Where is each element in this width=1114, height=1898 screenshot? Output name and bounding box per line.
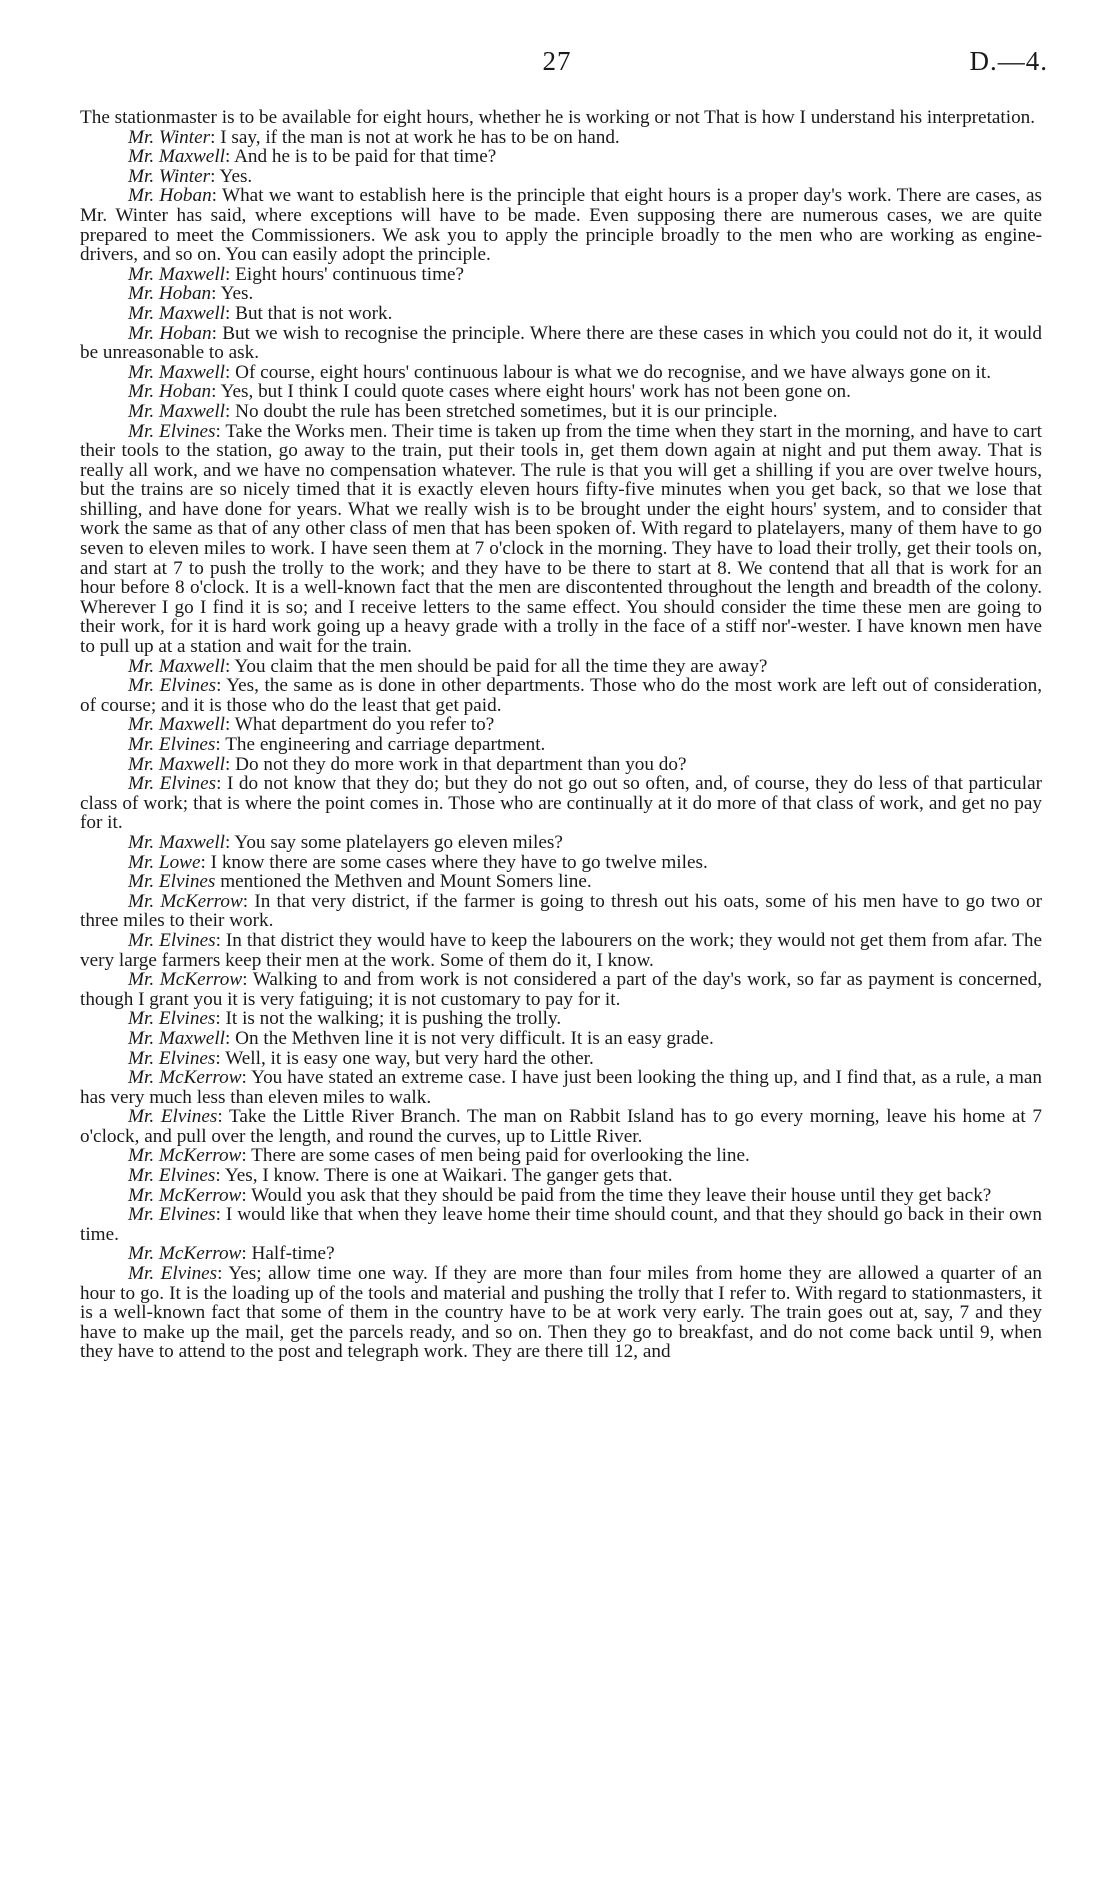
transcript-paragraph: Mr. Hoban: What we want to establish here is the principle that eight hours is a proper day's work. There are cases, as Mr. Winter has said, where exceptions will have to be made. Even supposing there are numerous cases, we are quite prepared to meet the Commissioners. We ask you to apply the principle broadly to the men who are working as engine-drivers, and so on. You can easily adopt the principle.: [80, 185, 1042, 266]
transcript-paragraph: Mr. Maxwell: And he is to be paid for that time?: [128, 146, 497, 168]
speaker-name: Mr. Elvines: [128, 675, 217, 697]
speech-text: I would like that when they leave home their time should count, and that they should go back in their own time.: [80, 1204, 1042, 1245]
speaker-name: Mr. Elvines: [128, 773, 217, 795]
speaker-name: Mr. Winter: [128, 126, 211, 148]
transcript-paragraph: Mr. Maxwell: Of course, eight hours' continuous labour is what we do recognise, and we have always gone on it.: [128, 361, 991, 383]
transcript-paragraph: [80, 872, 1042, 892]
speech-text: In that district they would have to keep the labourers on the work; they would not get them from afar. The very large farmers keep their men at the work. Some of them do it, I know.: [80, 929, 1042, 971]
transcript-paragraph: Mr. Maxwell: Do not they do more work in that department than you do?: [128, 753, 687, 775]
speech-text: But we wish to recognise the principle. Where there are these cases in which you could not do it, it would be unreasonable to ask.: [80, 322, 1042, 364]
speaker-name: Mr. Winter: [128, 165, 211, 187]
transcript-paragraph: Mr. Elvines: Take the Little River Branch. The man on Rabbit Island has to go every morning, leave his home at 7 o'clock, and pull over the length, and round the curves, up to Little River.: [80, 1106, 1042, 1147]
speaker-name: Mr. Maxwell: [128, 302, 225, 324]
transcript-paragraph: Mr. Lowe: I know there are some cases where they have to go twelve miles.: [128, 851, 708, 873]
transcript-paragraph: Mr. Maxwell: But that is not work.: [128, 302, 393, 324]
page-number: 27: [542, 46, 572, 76]
speech-text: You claim that the men should be paid for all the time they are away?: [234, 655, 768, 677]
transcript-paragraph: Mr. Hoban: Yes, but I think I could quote cases where eight hours' work has not been gone on.: [128, 381, 851, 403]
speech-text: Of course, eight hours' continuous labour is what we do recognise, and we have always gone on it.: [235, 361, 991, 383]
transcript-paragraph: Mr. Elvines: Take the Works men. Their time is taken up from the time when they start in the morning, and have to cart their tools to the station, go away to the train, put their tools in, get them down again at night and put them away. That is really all work, and we have no compensation whatever. The rule is that you will get a shilling if you are over twelve hours, but the trains are so nicely timed that it is exactly eleven hours fifty-five minutes when you get back, so that we lose that shilling, and have done for years. What we really wish is to be brought under the eight hours' system, and to consider that work the same as that of any other class of men that has been spoken of. With regard to platelayers, many of them have to go seven to eleven miles to work. I have seen them at 7 o'clock in the morning. They have to load their trolly, get their tools on, and start at 7 to push the trolly to the work; and they have to be there to start at 8. We contend that all that is work for an hour before 8 o'clock. It is a well-known fact that the men are discontented throughout the length and breadth of the colony. Wherever I go I find it is so; and I receive letters to the same effect. You should consider the time these men are going to their work, for it is hard work going up a heavy grade with a trolly in the face of a stiff nor'-wester. I have known men have to pull up at a station and wait for the train.: [80, 420, 1042, 658]
speech-text: You say some platelayers go eleven miles?: [234, 831, 563, 853]
speaker-name: Mr. Maxwell: [128, 655, 225, 677]
speaker-name: Mr. Hoban: [128, 185, 212, 207]
speaker-name: Mr. Elvines: [128, 1263, 218, 1285]
speaker-name: Mr. McKerrow: [128, 1184, 242, 1206]
speaker-name: Mr. Elvines: [128, 1204, 216, 1226]
transcript-paragraph: Mr. Maxwell: You say some platelayers go eleven miles?: [128, 831, 563, 853]
transcript-paragraph: Mr. Maxwell: No doubt the rule has been stretched sometimes, but it is our principle.: [128, 400, 778, 422]
transcript-paragraph: Mr. Winter: Yes.: [128, 165, 253, 187]
speaker-name: Mr. Elvines: [128, 420, 216, 442]
transcript-paragraph: Mr. Elvines: I would like that when they leave home their time should count, and that they should go back in their own time.: [80, 1204, 1042, 1245]
transcript-paragraph: Mr. Maxwell: On the Methven line it is not very difficult. It is an easy grade.: [128, 1027, 714, 1049]
speech-text: It is not the walking; it is pushing the trolly.: [225, 1008, 562, 1030]
speech-text: Walking to and from work is not considered a part of the day's work, so far as payment is concerned, though I grant you it is very fatiguing; it is not customary to pay for it.: [80, 969, 1042, 1010]
speaker-name: Mr. Maxwell: [128, 400, 225, 422]
transcript-paragraph: Mr. Elvines: Yes, I know. There is one at Waikari. The ganger gets that.: [128, 1165, 673, 1187]
transcript-paragraph: Mr. McKerrow: You have stated an extreme case. I have just been looking the thing up, and I find that, as a rule, a man has very much less than eleven miles to walk.: [80, 1067, 1043, 1108]
speaker-name: Mr. Elvines: [128, 1047, 216, 1069]
speaker-name: Mr. Maxwell: [128, 146, 225, 168]
speaker-name: Mr. McKerrow: [128, 1243, 242, 1265]
transcript-paragraph: Mr. Hoban: Yes.: [128, 283, 254, 305]
speech-text: Half-time?: [251, 1243, 335, 1265]
transcript-paragraph: [80, 108, 1042, 128]
speech-text: What we want to establish here is the principle that eight hours is a proper day's work. There are cases, as Mr. Winter has said, where exceptions will have to be made. Even supposing there are numerous cases, we are quite prepared to meet the Commissioners. We ask you to apply the principle broadly to the men who are working as engine-drivers, and so on. You can easily adopt the principle.: [80, 185, 1042, 266]
speaker-name: Mr. Lowe: [128, 851, 201, 873]
speech-text: Yes, the same as is done in other departments. Those who do the most work are left out of consideration, of course; and it is those who do the least that get paid.: [80, 675, 1042, 716]
speech-text: mentioned the Methven and Mount Somers line.: [220, 871, 592, 893]
speech-text: The engineering and carriage department.: [225, 734, 546, 755]
speaker-name: Mr. Maxwell: [128, 263, 225, 285]
speaker-name: Mr. Hoban: [128, 322, 212, 344]
speech-text: You have stated an extreme case. I have just been looking the thing up, and I find that, as a rule, a man has very much less than eleven miles to walk.: [80, 1067, 1043, 1108]
transcript-paragraph: Mr. McKerrow: In that very district, if the farmer is going to thresh out his oats, some of his men have to go two or three miles to their work.: [80, 890, 1043, 932]
speaker-name: Mr. Maxwell: [128, 361, 225, 383]
speaker-name: Mr. Elvines: [128, 929, 216, 951]
speech-text: And he is to be paid for that time?: [234, 146, 497, 168]
speaker-name: Mr. McKerrow: [128, 1145, 242, 1167]
transcript-paragraph: Mr. Elvines: Yes, the same as is done in other departments. Those who do the most work are left out of consideration, of course; and it is those who do the least that get paid.: [80, 675, 1042, 716]
speech-text: Do not they do more work in that department than you do?: [235, 753, 687, 775]
transcript-paragraph: Mr. Elvines: The engineering and carriage department.: [128, 734, 546, 755]
transcript-paragraph: Mr. McKerrow: There are some cases of men being paid for overlooking the line.: [128, 1145, 750, 1167]
speech-text: There are some cases of men being paid for overlooking the line.: [251, 1145, 750, 1167]
speech-text: No doubt the rule has been stretched sometimes, but it is our principle.: [235, 400, 778, 422]
transcript-paragraph: Mr. Elvines: In that district they would have to keep the labourers on the work; they would not get them from afar. The very large farmers keep their men at the work. Some of them do it, I know.: [80, 929, 1042, 971]
speaker-name: Mr. Elvines: [128, 871, 216, 893]
speech-text: In that very district, if the farmer is going to thresh out his oats, some of his men have to go two or three miles to their work.: [80, 890, 1043, 932]
speech-text: The stationmaster is to be available for eight hours, whether he is working or not That is how I understand his interpretation.: [80, 107, 1036, 128]
speaker-name: Mr. Elvines: [128, 1106, 218, 1128]
speaker-name: Mr. Hoban: [128, 381, 212, 403]
speaker-name: Mr. Elvines: [128, 1165, 216, 1187]
transcript-paragraph: Mr. Hoban: But we wish to recognise the principle. Where there are these cases in which you could not do it, it would be unreasonable to ask.: [80, 322, 1042, 364]
speech-text: But that is not work.: [235, 302, 393, 324]
speech-text: Would you ask that they should be paid from the time they leave their house until they get back?: [251, 1184, 992, 1206]
speech-text: Yes.: [220, 283, 254, 305]
speech-text: Take the Little River Branch. The man on Rabbit Island has to go every morning, leave his home at 7 o'clock, and pull over the length, and round the curves, up to Little River.: [80, 1106, 1042, 1147]
speaker-name: Mr. McKerrow: [128, 890, 243, 912]
speaker-name: Mr. McKerrow: [128, 1067, 242, 1089]
speech-text: I say, if the man is not at work he has to be on hand.: [220, 126, 620, 148]
transcript-paragraph: Mr. Elvines: It is not the walking; it is pushing the trolly.: [128, 1008, 562, 1030]
speech-text: On the Methven line it is not very difficult. It is an easy grade.: [235, 1027, 714, 1049]
speaker-name: Mr. Hoban: [128, 283, 212, 305]
speech-text: Well, it is easy one way, but very hard the other.: [225, 1047, 594, 1069]
speech-text: Yes, I know. There is one at Waikari. The ganger gets that.: [224, 1165, 673, 1187]
speech-text: Yes; allow time one way. If they are more than four miles from home they are allowed a quarter of an hour to go. It is the loading up of the tools and material and pushing the trolly that I refer to. With regard to stationmasters, it is a well-known fact that some of them in the country have to be at work very early. The train goes out at, say, 7 and they have to make up the mail, get the parcels ready, and so on. Then they go to breakfast, and do not come back until 9, when they have to attend to the post and telegraph work. They are there till 12, and: [80, 1263, 1042, 1363]
speaker-name: Mr. Elvines: [128, 1008, 216, 1030]
speaker-name: Mr. McKerrow: [128, 969, 243, 991]
speech-text: What department do you refer to?: [234, 714, 495, 736]
speech-text: Yes, but I think I could quote cases where eight hours' work has not been gone on.: [220, 381, 851, 403]
transcript-paragraph: Mr. Maxwell: You claim that the men should be paid for all the time they are away?: [128, 655, 768, 677]
speaker-name: Mr. Maxwell: [128, 714, 225, 736]
speech-text: Take the Works men. Their time is taken up from the time when they start in the morning, and have to cart their tools to the station, go away to the train, put their tools in, get them down again at night and put them away. That is really all work, and we have no compensation whatever. The rule is that you will get a shilling if you are over twelve hours, but the trains are so nicely timed that it is exactly eleven hours fifty-five minutes when you get back, so that we lose that shilling, and have done for years. What we really wish is to be brought under the eight hours' system, and to consider that work the same as that of any other class of men that has been spoken of. With regard to platelayers, many of them have to go seven to eleven miles to work. I have seen them at 7 o'clock in the morning. They have to load their trolly, get their tools on, and start at 7 to push the trolly to the work; and they have to be there to start at 8. We contend that all that is work for an hour before 8 o'clock. It is a well-known fact that the men are discontented throughout the length and breadth of the colony. Wherever I go I find it is so; and I receive letters to the same effect. You should consider the time these men are going to their work, for it is hard work going up a heavy grade with a trolly in the face of a stiff nor'-wester. I have known men have to pull up at a station and wait for the train.: [80, 420, 1042, 658]
transcript-paragraph: Mr. Maxwell: What department do you refer to?: [128, 714, 495, 736]
speech-text: Eight hours' continuous time?: [235, 263, 465, 285]
transcript-paragraph: Mr. McKerrow: Walking to and from work is not considered a part of the day's work, so far as payment is concerned, though I grant you it is very fatiguing; it is not customary to pay for it.: [80, 969, 1042, 1010]
transcript-paragraph: Mr. Elvines: Yes; allow time one way. If they are more than four miles from home they are allowed a quarter of an hour to go. It is the loading up of the tools and material and pushing the trolly that I refer to. With regard to stationmasters, it is a well-known fact that some of them in the country have to be at work very early. The train goes out at, say, 7 and they have to make up the mail, get the parcels ready, and so on. Then they go to breakfast, and do not come back until 9, when they have to attend to the post and telegraph work. They are there till 12, and: [80, 1263, 1042, 1363]
transcript-body: [80, 108, 1042, 1362]
document-reference: D.—4.: [969, 46, 1048, 76]
transcript-paragraph: Mr. Elvines: Well, it is easy one way, but very hard the other.: [128, 1047, 594, 1069]
transcript-paragraph: Mr. McKerrow: Would you ask that they should be paid from the time they leave their house until they get back?: [128, 1184, 992, 1206]
transcript-paragraph: Mr. Winter: I say, if the man is not at work he has to be on hand.: [128, 126, 620, 148]
speech-text: I do not know that they do; but they do not go out so often, and, of course, they do less of that particular class of work; that is where the point comes in. Those who are continually at it do more of that class of work, and get no pay for it.: [80, 773, 1042, 834]
transcript-paragraph: Mr. Elvines: I do not know that they do; but they do not go out so often, and, of course, they do less of that particular class of work; that is where the point comes in. Those who are continually at it do more of that class of work, and get no pay for it.: [80, 773, 1042, 834]
transcript-paragraph: Mr. Maxwell: Eight hours' continuous time?: [128, 263, 465, 285]
speech-text: Yes.: [219, 165, 253, 187]
speaker-name: Mr. Elvines: [128, 734, 216, 755]
transcript-paragraph: Mr. McKerrow: Half-time?: [128, 1243, 335, 1265]
speaker-name: Mr. Maxwell: [128, 753, 225, 775]
speaker-name: Mr. Maxwell: [128, 831, 225, 853]
speech-text: I know there are some cases where they have to go twelve miles.: [210, 851, 708, 873]
speaker-name: Mr. Maxwell: [128, 1027, 225, 1049]
